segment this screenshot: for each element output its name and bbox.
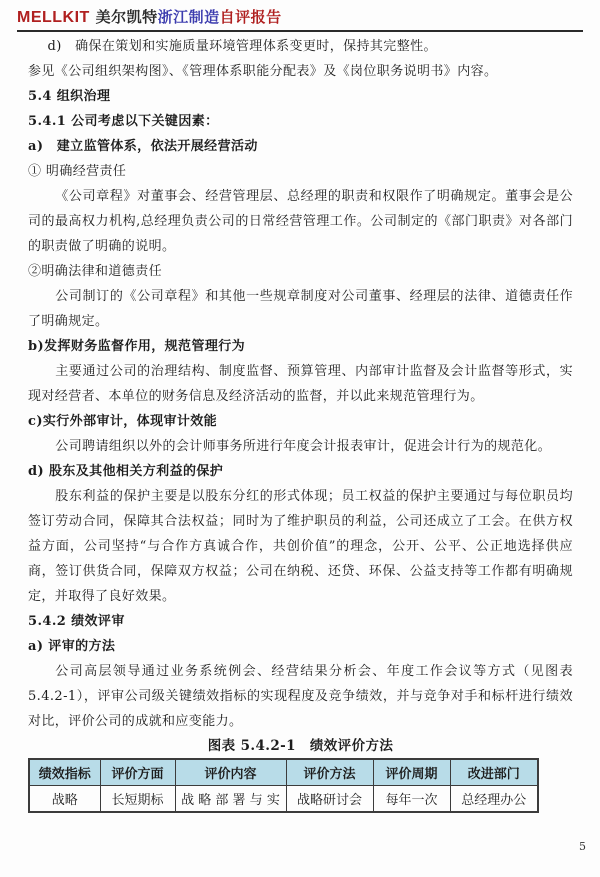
paragraph-audit: 公司聘请组织以外的会计师事务所进行年度会计报表审计，促进会计行为的规范化。 — [55, 439, 552, 454]
cert-label-text: 浙江制造 — [157, 8, 220, 26]
table-row — [29, 786, 538, 813]
document-body — [28, 34, 573, 759]
paragraph-charter: 《公司章程》对董事会、经营管理层、总经理的职责和权限作了明确规定。董事会是公司的最高权力机构,总经理负责公司的日常经营管理工作。公司制定的《部门职责》对各部门的职责做了明确的说明。 — [28, 189, 573, 254]
paragraph-finance: 主要通过公司的治理结构、制度监督、预算管理、内部审计监督及会计监督等形式，实现对经营者、本单位的财务信息及经济活动的监督，并以此来规范管理行为。 — [28, 364, 573, 404]
table-cell: 战略研讨会 — [286, 786, 373, 813]
table-header-cell: 评价方法 — [286, 759, 373, 786]
item-2-legal-ethics: ②明确法律和道德责任 — [28, 264, 163, 279]
heading-b-finance: b)发挥财务监督作用，规范管理行为 — [28, 339, 246, 354]
table-header-cell: 评价方面 — [100, 759, 175, 786]
table-cell: 总经理办公 — [450, 786, 538, 813]
paragraph-review: 公司高层领导通过业务系统例会、经营结果分析会、年度工作会议等方式（见图表 5.4.2-1），评审公司级关键绩效指标的实现程度及竞争绩效，并与竞争对手和标杆进行绩效对比，评价公司的成就和应变能力。 — [28, 664, 573, 729]
heading-5-4-1: 5.4.1 公司考虑以下关键因素： — [28, 114, 219, 129]
table-cell: 长短期标 — [100, 786, 175, 813]
performance-evaluation-table — [28, 758, 539, 813]
paragraph-d-ensure: d) 确保在策划和实施质量环境管理体系变更时，保持其完整性。 — [47, 39, 437, 54]
heading-c-audit: c)实行外部审计，体现审计效能 — [28, 414, 218, 429]
brand-logo-text: MELLKIT — [17, 9, 90, 26]
company-name-text: 美尔凯特 — [95, 8, 158, 26]
table-cell: 战略 — [29, 786, 100, 813]
table-cell: 每年一次 — [373, 786, 450, 813]
page-header — [17, 6, 583, 32]
paragraph-reference: 参见《公司组织架构图》、《管理体系职能分配表》及《岗位职务说明书》内容。 — [28, 64, 498, 79]
paragraph-stakeholders: 股东利益的保护主要是以股东分红的形式体现；员工权益的保护主要通过与每位职员均签订劳动合同，保障其合法权益；同时为了维护职员的利益，公司还成立了工会。在供方权益方面，公司坚持“与合作方真诚合作，共创价值”的理念，公开、公平、公正地选择供应商，签订供货合同，保障双方权益；公司在纳税、还贷、环保、公益支持等工作都有明确规定，并取得了良好效果。 — [28, 489, 573, 604]
table-cell: 战 略 部 署 与 实 — [175, 786, 286, 813]
doc-title-text: 自评报告 — [219, 8, 282, 26]
table-header-row — [29, 759, 538, 786]
heading-5-4: 5.4 组织治理 — [28, 89, 111, 104]
table-header-cell: 评价内容 — [175, 759, 286, 786]
page-number: 5 — [579, 840, 586, 853]
heading-a-review-method: a) 评审的方法 — [28, 639, 116, 654]
heading-d-stakeholders: d) 股东及其他相关方利益的保护 — [28, 464, 224, 479]
paragraph-legal: 公司制订的《公司章程》和其他一些规章制度对公司董事、经理层的法律、道德责任作了明确规定。 — [28, 289, 573, 329]
table-header-cell: 评价周期 — [373, 759, 450, 786]
figure-caption: 图表 5.4.2-1 绩效评价方法 — [207, 738, 394, 754]
table-header-cell: 改进部门 — [450, 759, 538, 786]
heading-a-supervision: a) 建立监管体系，依法开展经营活动 — [28, 139, 258, 154]
table-header-cell: 绩效指标 — [29, 759, 100, 786]
heading-5-4-2: 5.4.2 绩效评审 — [28, 614, 125, 629]
item-1-operating-responsibility: ① 明确经营责任 — [28, 164, 127, 179]
